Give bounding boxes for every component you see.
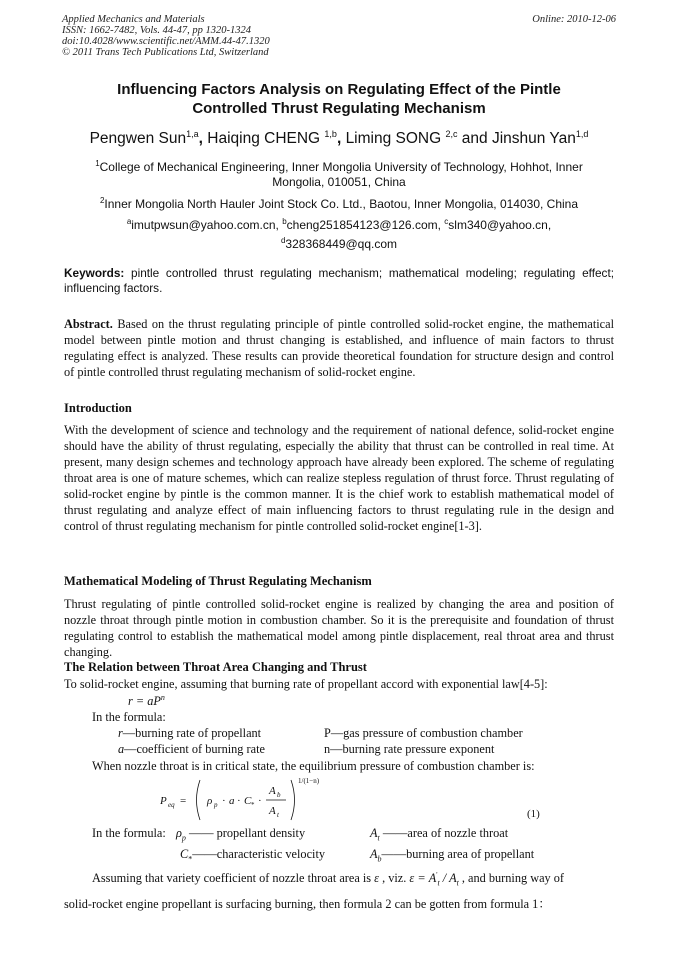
eq1-dot: · xyxy=(237,795,241,807)
variety-text-1: Assuming that variety coefficient of nozzle throat area is xyxy=(92,871,375,886)
eq1-rho: ρ xyxy=(207,795,213,807)
issn-line: ISSN: 1662-7482, Vols. 44-47, pp 1320-1324 xyxy=(62,25,251,36)
keywords-label: Keywords: xyxy=(64,266,125,280)
relation-heading: The Relation between Throat Area Changing and Thrust xyxy=(64,660,367,674)
eq1-right-paren xyxy=(291,780,295,820)
author-name: Jinshun Yan xyxy=(491,130,576,148)
author-name: Haiqing CHENG xyxy=(207,130,325,148)
affiliation-1 xyxy=(60,156,618,190)
eq1-numerator-sub: b xyxy=(277,791,281,799)
eq1-exponent: 1/(1−n) xyxy=(298,777,320,785)
email-sup: c xyxy=(444,217,449,226)
eq-rate-exp: n xyxy=(160,693,165,702)
email-list xyxy=(60,214,618,252)
def-rho-text: —— propellant density xyxy=(188,826,306,840)
email-sup: d xyxy=(280,236,286,245)
eq1-a: a xyxy=(229,795,235,807)
email-sup: a xyxy=(126,217,132,226)
sym-r: r xyxy=(118,726,123,740)
affil-text: Mongolia, 010051, China xyxy=(272,175,406,189)
author-list xyxy=(40,129,638,148)
online-date: Online: 2010-12-06 xyxy=(532,14,616,25)
sym-rho-sub: p xyxy=(181,833,186,843)
variety-eq-sup: ' xyxy=(436,871,438,879)
author-separator: , xyxy=(198,130,208,148)
sym-At: A xyxy=(370,826,378,840)
def-r xyxy=(118,726,261,741)
abstract-label: Abstract. xyxy=(64,317,113,331)
author-affil-sup: 1,b xyxy=(324,129,337,139)
email-sup: b xyxy=(282,217,287,226)
variety-eq-2: / A xyxy=(439,871,457,886)
sym-a: a xyxy=(118,742,125,756)
keywords xyxy=(64,266,614,296)
def-At xyxy=(370,826,508,842)
intro-heading: Introduction xyxy=(64,401,132,415)
email-link[interactable]: cheng251854123@126.com, xyxy=(286,218,445,232)
in-formula-label: In the formula: xyxy=(92,710,166,724)
sym-At-sub: t xyxy=(377,833,380,843)
title-line-1: Influencing Factors Analysis on Regulating Effect of the Pintle xyxy=(117,81,561,98)
doi-line: doi:10.4028/www.scientific.net/AMM.44-47.1320 xyxy=(62,36,270,47)
variety-eq-sub: t xyxy=(437,878,440,888)
abstract xyxy=(64,316,614,380)
keywords-text: pintle controlled thrust regulating mechanism; mathematical modeling; regulating effect; influencing factors. xyxy=(64,266,614,295)
variety-text-3: , and burning way of xyxy=(458,871,565,886)
affil-text: College of Mechanical Engineering, Inner Mongolia University of Technology, Hohhot, Inner xyxy=(99,160,583,174)
eq1-c: C xyxy=(244,795,252,807)
author-name: Pengwen Sun xyxy=(89,130,187,148)
equation-1 xyxy=(160,772,330,824)
eq1-left-paren xyxy=(197,780,201,820)
relation-intro: To solid-rocket engine, assuming that burning rate of propellant accord with exponential law[4-5]: xyxy=(64,677,548,691)
variety-eq2-sub: t xyxy=(456,878,459,888)
def-a-text: —coefficient of burning rate xyxy=(124,742,265,756)
def-C xyxy=(180,847,325,863)
def-a xyxy=(118,742,265,757)
eq1-rho-sub: p xyxy=(214,801,218,809)
affiliation-2 xyxy=(60,193,618,212)
sym-C-sub: * xyxy=(188,854,193,864)
author-separator: , xyxy=(336,130,346,148)
journal-name: Applied Mechanics and Materials xyxy=(62,14,205,25)
equation-burning-rate xyxy=(128,693,165,709)
in-formula-label-2: In the formula: xyxy=(92,826,166,840)
copyright-line: © 2011 Trans Tech Publications Ltd, Switzerland xyxy=(62,47,269,58)
sym-Ab: A xyxy=(370,847,378,861)
eq1-denominator: A xyxy=(269,805,276,817)
author-affil-sup: 2,c xyxy=(445,129,458,139)
author-and: and xyxy=(457,130,492,148)
author-name: Liming SONG xyxy=(345,130,446,148)
equation-1-number: (1) xyxy=(527,808,540,820)
def-r-text: —burning rate of propellant xyxy=(122,726,262,740)
sym-C: C xyxy=(180,847,189,861)
paper-title xyxy=(60,80,618,118)
eq1-numerator: A xyxy=(269,785,276,797)
variety-eq: ε = A xyxy=(409,871,437,886)
def-n: n—burning rate pressure exponent xyxy=(324,742,495,756)
eq1-dot: · xyxy=(222,795,226,807)
eq1-dot: · xyxy=(258,795,262,807)
model-paragraph: Thrust regulating of pintle controlled solid-rocket engine is realized by changing the area and position of nozzle throat through pintle motion in combustion chamber. So it is the prerequisite and foundation of thrust regulating control to establish the mathematical model among pintle displacement, real throat area and thrust changing. xyxy=(64,597,614,659)
title-line-2: Controlled Thrust Regulating Mechanism xyxy=(192,100,486,117)
eq1-lhs-sub: eq xyxy=(168,801,175,809)
def-rho xyxy=(176,826,305,842)
variety-line xyxy=(92,871,564,888)
model-heading: Mathematical Modeling of Thrust Regulating Mechanism xyxy=(64,574,372,588)
def-Ab xyxy=(370,847,534,863)
author-affil-sup: 1,d xyxy=(575,129,589,139)
affil-sup: 2 xyxy=(99,196,105,205)
sym-epsilon: ε xyxy=(374,871,380,886)
author-affil-sup: 1,a xyxy=(186,129,199,139)
def-Ab-text: ——burning area of propellant xyxy=(381,847,535,861)
affil-text: Inner Mongolia North Hauler Joint Stock Co. Ltd., Baotou, Inner Mongolia, 014030, China xyxy=(104,197,579,211)
sym-rho: ρ xyxy=(176,826,182,840)
abstract-text: Based on the thrust regulating principle of pintle controlled solid-rocket engine, the mathematical model between pintle motion and thrust changing is established, and influence of main factors to thrust regulating effect is analyzed. These results can provide theoretical foundation for structure design and control of pintle controlled thrust regulating mechanism of solid-rocket engine. xyxy=(64,317,614,379)
def-C-text: ——characteristic velocity xyxy=(192,847,326,861)
def-P: P—gas pressure of combustion chamber xyxy=(324,726,523,740)
eq1-lhs: P xyxy=(160,795,167,807)
email-link[interactable]: 328368449@qq.com xyxy=(285,237,398,251)
def-At-text: ——area of nozzle throat xyxy=(382,826,509,840)
eq1-equals: = xyxy=(180,795,187,807)
affil-sup: 1 xyxy=(95,159,100,168)
sym-Ab-sub: b xyxy=(377,854,382,864)
eq1-c-sub: * xyxy=(251,801,255,809)
critical-state-text: When nozzle throat is in critical state, the equilibrium pressure of combustion chamber is: xyxy=(92,759,535,773)
email-link[interactable]: imutpwsun@yahoo.com.cn, xyxy=(131,218,283,232)
email-link[interactable]: slm340@yahoo.cn, xyxy=(448,218,552,232)
eq1-denominator-sub: t xyxy=(277,811,279,819)
eq-rate-text: r = aP xyxy=(128,694,161,709)
journal-header xyxy=(62,14,616,58)
variety-text-2: , viz. xyxy=(379,871,410,886)
intro-paragraph: With the development of science and technology and the requirement of national defence, solid-rocket engine should have the ability of thrust regulating, especially the ability that thrust can be controlled in real time. At present, many design schemes and technology approach have already been explored. The scheme of regulating throat area is one of mature schemes, which can realize stepless regulation of thrust force. Thrust regulating of solid-rocket engine by pintle is the common manner. It is the chief work to establish mathematical model of thrust regulating and analyze effect of main influencing factors to thrust regulating rule in the design and control of thrust regulating mechanism for pintle controlled solid-rocket engine[1-3]. xyxy=(64,423,614,533)
variety-last-line: solid-rocket engine propellant is surfacing burning, then formula 2 can be gotten from formula 1： xyxy=(64,897,551,911)
